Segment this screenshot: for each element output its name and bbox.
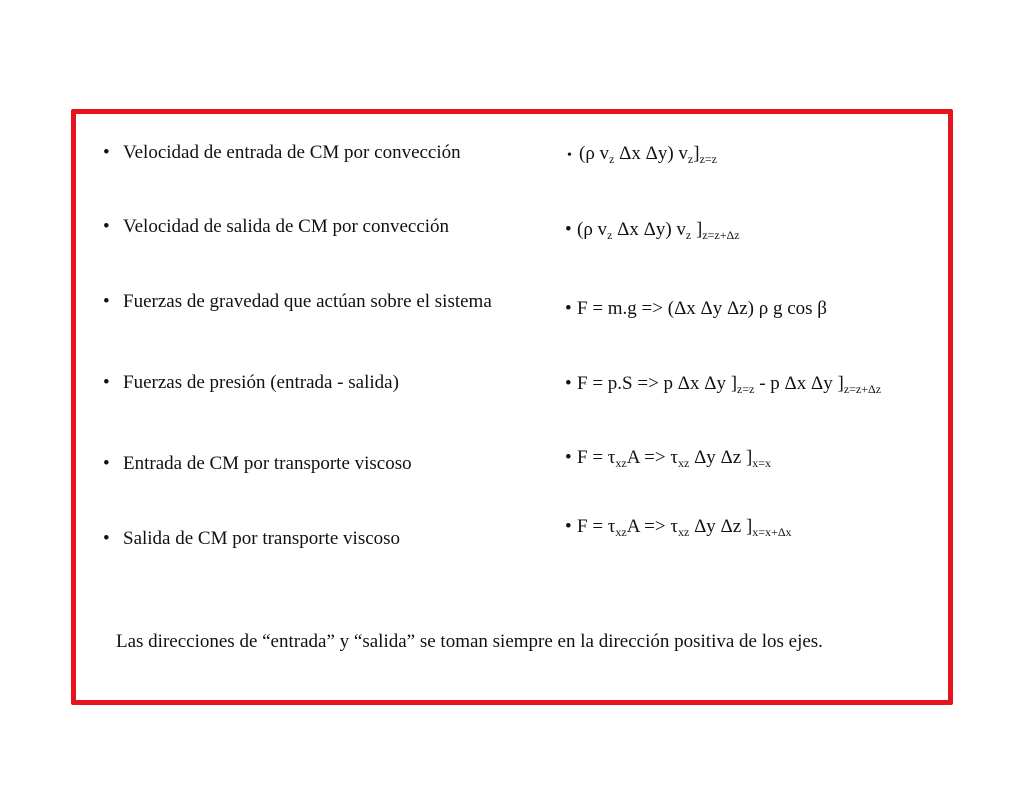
formula-gravity [565, 298, 827, 320]
formula-subscript: z [607, 228, 613, 242]
formula-subscript: xz [615, 456, 627, 470]
bullet: • [567, 148, 572, 163]
formula-convection-in [567, 143, 717, 167]
bullet: • [103, 291, 110, 312]
item-text: Salida de CM por transporte viscoso [123, 528, 401, 549]
bullet: • [565, 219, 572, 240]
list-item-convection-in [103, 142, 461, 164]
item-text: Fuerzas de gravedad que actúan sobre el sistema [123, 291, 492, 312]
formula-subscript: z [609, 152, 615, 166]
formula-subscript: z=z+Δz [843, 382, 882, 396]
formula-part: A => τ [626, 516, 678, 537]
list-item-gravity [103, 291, 492, 313]
list-item-viscous-in [103, 453, 412, 475]
formula-subscript: z [685, 228, 692, 242]
formula-part: Δx Δy) v [614, 143, 688, 164]
formula-subscript: xz [678, 456, 690, 470]
direction-note: Las direcciones de “entrada” y “salida” se toman siempre en la dirección positiva de los ejes. [116, 631, 823, 652]
bullet: • [565, 373, 572, 394]
formula-convection-out [565, 219, 740, 241]
bullet: • [565, 298, 572, 319]
formula-subscript: z=z [737, 382, 755, 396]
formula-subscript: z=z+Δz [702, 228, 740, 242]
formula-subscript: z=z [699, 152, 717, 166]
item-text: Fuerzas de presión (entrada - salida) [123, 372, 399, 393]
formula-part: (ρ v [579, 143, 610, 164]
bullet: • [103, 528, 110, 549]
formula-part: F = p.S => p Δx Δy ] [577, 373, 738, 394]
formula-viscous-out [565, 516, 792, 538]
formula-pressure [565, 373, 881, 395]
item-text: Entrada de CM por transporte viscoso [123, 453, 412, 474]
formula-part: F = τ [577, 516, 616, 537]
formula-part: ] [693, 143, 700, 164]
list-item-convection-out [103, 216, 449, 238]
bullet: • [565, 516, 572, 537]
bullet: • [103, 216, 110, 237]
formula-subscript: x=x [752, 456, 772, 470]
item-text: Velocidad de salida de CM por convección [123, 216, 450, 237]
formula-subscript: xz [678, 525, 690, 539]
formula-part: A => τ [626, 447, 678, 468]
formula-part: - p Δx Δy ] [754, 373, 844, 394]
bullet: • [103, 372, 110, 393]
bullet: • [103, 453, 110, 474]
formula-text: F = m.g => (Δx Δy Δz) ρ g cos β [577, 298, 827, 319]
formula-part: Δy Δz ] [689, 447, 753, 468]
formula-part: Δx Δy) v [612, 219, 686, 240]
list-item-pressure [103, 372, 399, 394]
formula-part: Δy Δz ] [689, 516, 753, 537]
list-item-viscous-out [103, 528, 400, 550]
formula-part: F = τ [577, 447, 616, 468]
slide-frame [71, 109, 953, 705]
formula-part: ] [691, 219, 703, 240]
formula-subscript: x=x+Δx [752, 525, 792, 539]
formula-viscous-in [565, 447, 771, 469]
item-text: Velocidad de entrada de CM por convección [123, 142, 461, 163]
formula-subscript: xz [615, 525, 627, 539]
formula-part: (ρ v [577, 219, 608, 240]
bullet: • [103, 142, 110, 163]
formula-subscript: z [687, 152, 694, 166]
bullet: • [565, 447, 572, 468]
